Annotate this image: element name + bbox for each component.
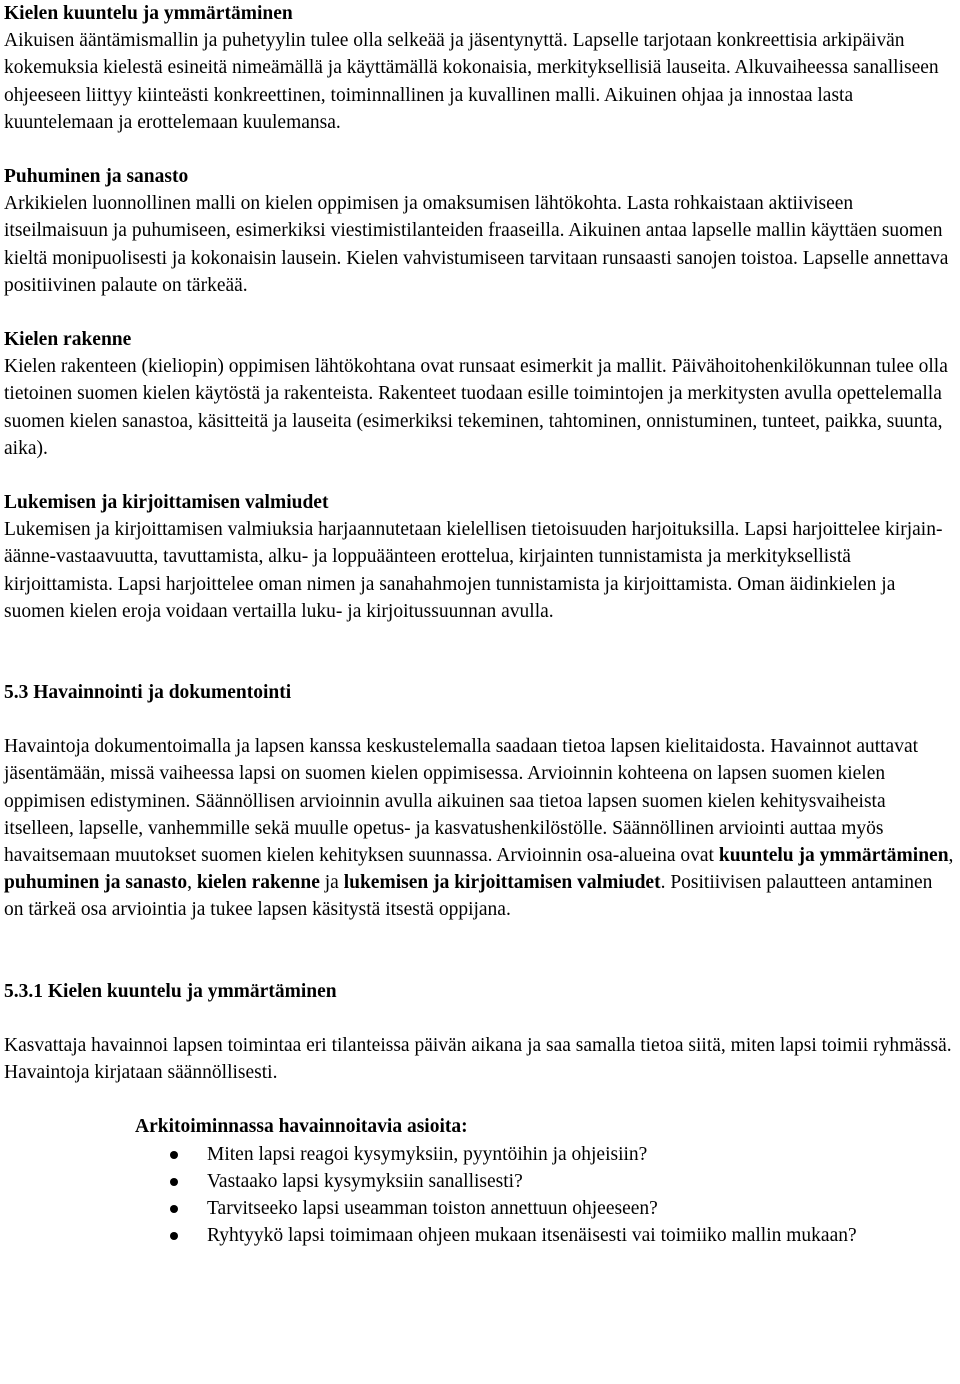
area-separator: , <box>948 845 954 867</box>
area-lukeminen: lukemisen ja kirjoittamisen valmiudet <box>343 872 661 894</box>
paragraph-rakenne: Kielen rakenteen (kieliopin) oppimisen lähtökohtana ovat runsaat esimerkit ja mallit. Päivähoitohenkilökunnan tulee olla tietoinen suomen kielen käytöstä ja rakenteista. Rakenteet tuodaan esille toimintojen ja merkitysten avulla opettelemalla suomen kielen sanastoa, käsitteitä ja lauseita (esimerkiksi tekeminen, tahtominen, onnistuminen, tunteet, paikka, suunta, aika). <box>4 356 948 459</box>
observation-list-title: Arkitoiminnassa havainnoitavia asioita: <box>135 1116 468 1138</box>
list-item: Vastaako lapsi kysymyksiin sanallisesti? <box>168 1168 956 1195</box>
paragraph-puhuminen: Arkikielen luonnollinen malli on kielen oppimisen ja omaksumisen lähtökohta. Lasta rohkaistaan aktiiviseen itseilmaisuun ja puhumiseen, esimerkiksi viestimistilanteiden fraaseilla. Aikuinen antaa lapselle mallin käyttäen suomen kieltä monipuolisesti ja kokonaisin lausein. Kielen vahvistumiseen tarvitaan runsaasti sanojen toistoa. Lapselle annettava positiivinen palaute on tärkeää. <box>4 193 949 296</box>
area-kuuntelu: kuuntelu ja ymmärtäminen <box>718 845 949 867</box>
section-heading-5-3-1: 5.3.1 Kielen kuuntelu ja ymmärtäminen <box>4 980 337 1002</box>
paragraph-kuuntelu-531: Kasvattaja havainnoi lapsen toimintaa eri tilanteissa päivän aikana ja saa samalla tietoa siitä, miten lapsi toimii ryhmässä. Havaintoja kirjataan säännöllisesti. <box>4 1034 952 1084</box>
list-item: Tarvitseeko lapsi useamman toiston annettuun ohjeeseen? <box>168 1195 956 1222</box>
havainnointi-text-end: . Positiivisen palautteen antaminen on tärkeä osa arviointia ja tukee lapsen käsitystä itsestä oppijana. <box>4 872 933 921</box>
paragraph-kuuntelu: Aikuisen ääntämismallin ja puhetyylin tulee olla selkeää ja jäsentynyttä. Lapselle tarjotaan konkreettisia arkipäivän kokemuksia kielestä esineitä nimeämällä ja käyttämällä kokonaisia, merkityksellisiä lauseita. Alkuvaiheessa sanalliseen ohjeeseen liittyy kiinteästi konkreettinen, toiminnallinen ja kuvallinen malli. Aikuinen ohjaa ja innostaa lasta kuuntelemaan ja erottelemaan kuulemansa. <box>4 30 939 133</box>
list-item: Miten lapsi reagoi kysymyksiin, pyyntöihin ja ohjeisiin? <box>168 1141 956 1168</box>
paragraph-havainnointi <box>4 733 956 923</box>
heading-puhuminen: Puhuminen ja sanasto <box>4 166 189 188</box>
area-separator: ja <box>319 872 344 894</box>
section-heading-5-3: 5.3 Havainnointi ja dokumentointi <box>4 682 292 704</box>
heading-lukeminen: Lukemisen ja kirjoittamisen valmiudet <box>4 492 329 514</box>
observation-list <box>168 1141 956 1250</box>
paragraph-lukeminen: Lukemisen ja kirjoittamisen valmiuksia harjaannutetaan kielellisen tietoisuuden harjoituksilla. Lapsi harjoittelee kirjain-äänne-vastaavuutta, tavuttamista, alku- ja loppuäänteen erottelua, kirjainten tunnistamista ja merkityksellistä kirjoittamista. Lapsi harjoittelee oman nimen ja sanahahmojen tunnistamista ja kirjoittamista. Oman äidinkielen ja suomen kielen eroja voidaan vertailla luku- ja kirjoitussuunnan avulla. <box>4 519 943 622</box>
havainnointi-text-start: Havaintoja dokumentoimalla ja lapsen kanssa keskustelemalla saadaan tietoa lapsen kielitaidosta. Havainnot auttavat jäsentämään, missä vaiheessa lapsi on suomen kielen oppimisessa. Arvioinnin kohteena on lapsen suomen kielen oppimisen edistyminen. Säännöllisen arvioinnin avulla aikuinen saa tietoa lapsen suomen kielen kehitysvaiheista itselleen, lapselle, vanhemmille sekä muulle opetus- ja kasvatushenkilöstölle. Säännöllinen arviointi auttaa myös havaitsemaan muutokset suomen kielen kehityksen suunnassa. Arvioinnin osa-alueina ovat <box>4 736 919 867</box>
area-separator: , <box>187 872 197 894</box>
heading-kuuntelu: Kielen kuuntelu ja ymmärtäminen <box>4 3 293 24</box>
heading-rakenne: Kielen rakenne <box>4 329 132 351</box>
area-puhuminen: puhuminen ja sanasto <box>4 872 188 894</box>
area-rakenne: kielen rakenne <box>196 872 320 894</box>
document-page <box>4 0 956 1249</box>
list-item: Ryhtyykö lapsi toimimaan ohjeen mukaan itsenäisesti vai toimiiko mallin mukaan? <box>168 1222 956 1249</box>
